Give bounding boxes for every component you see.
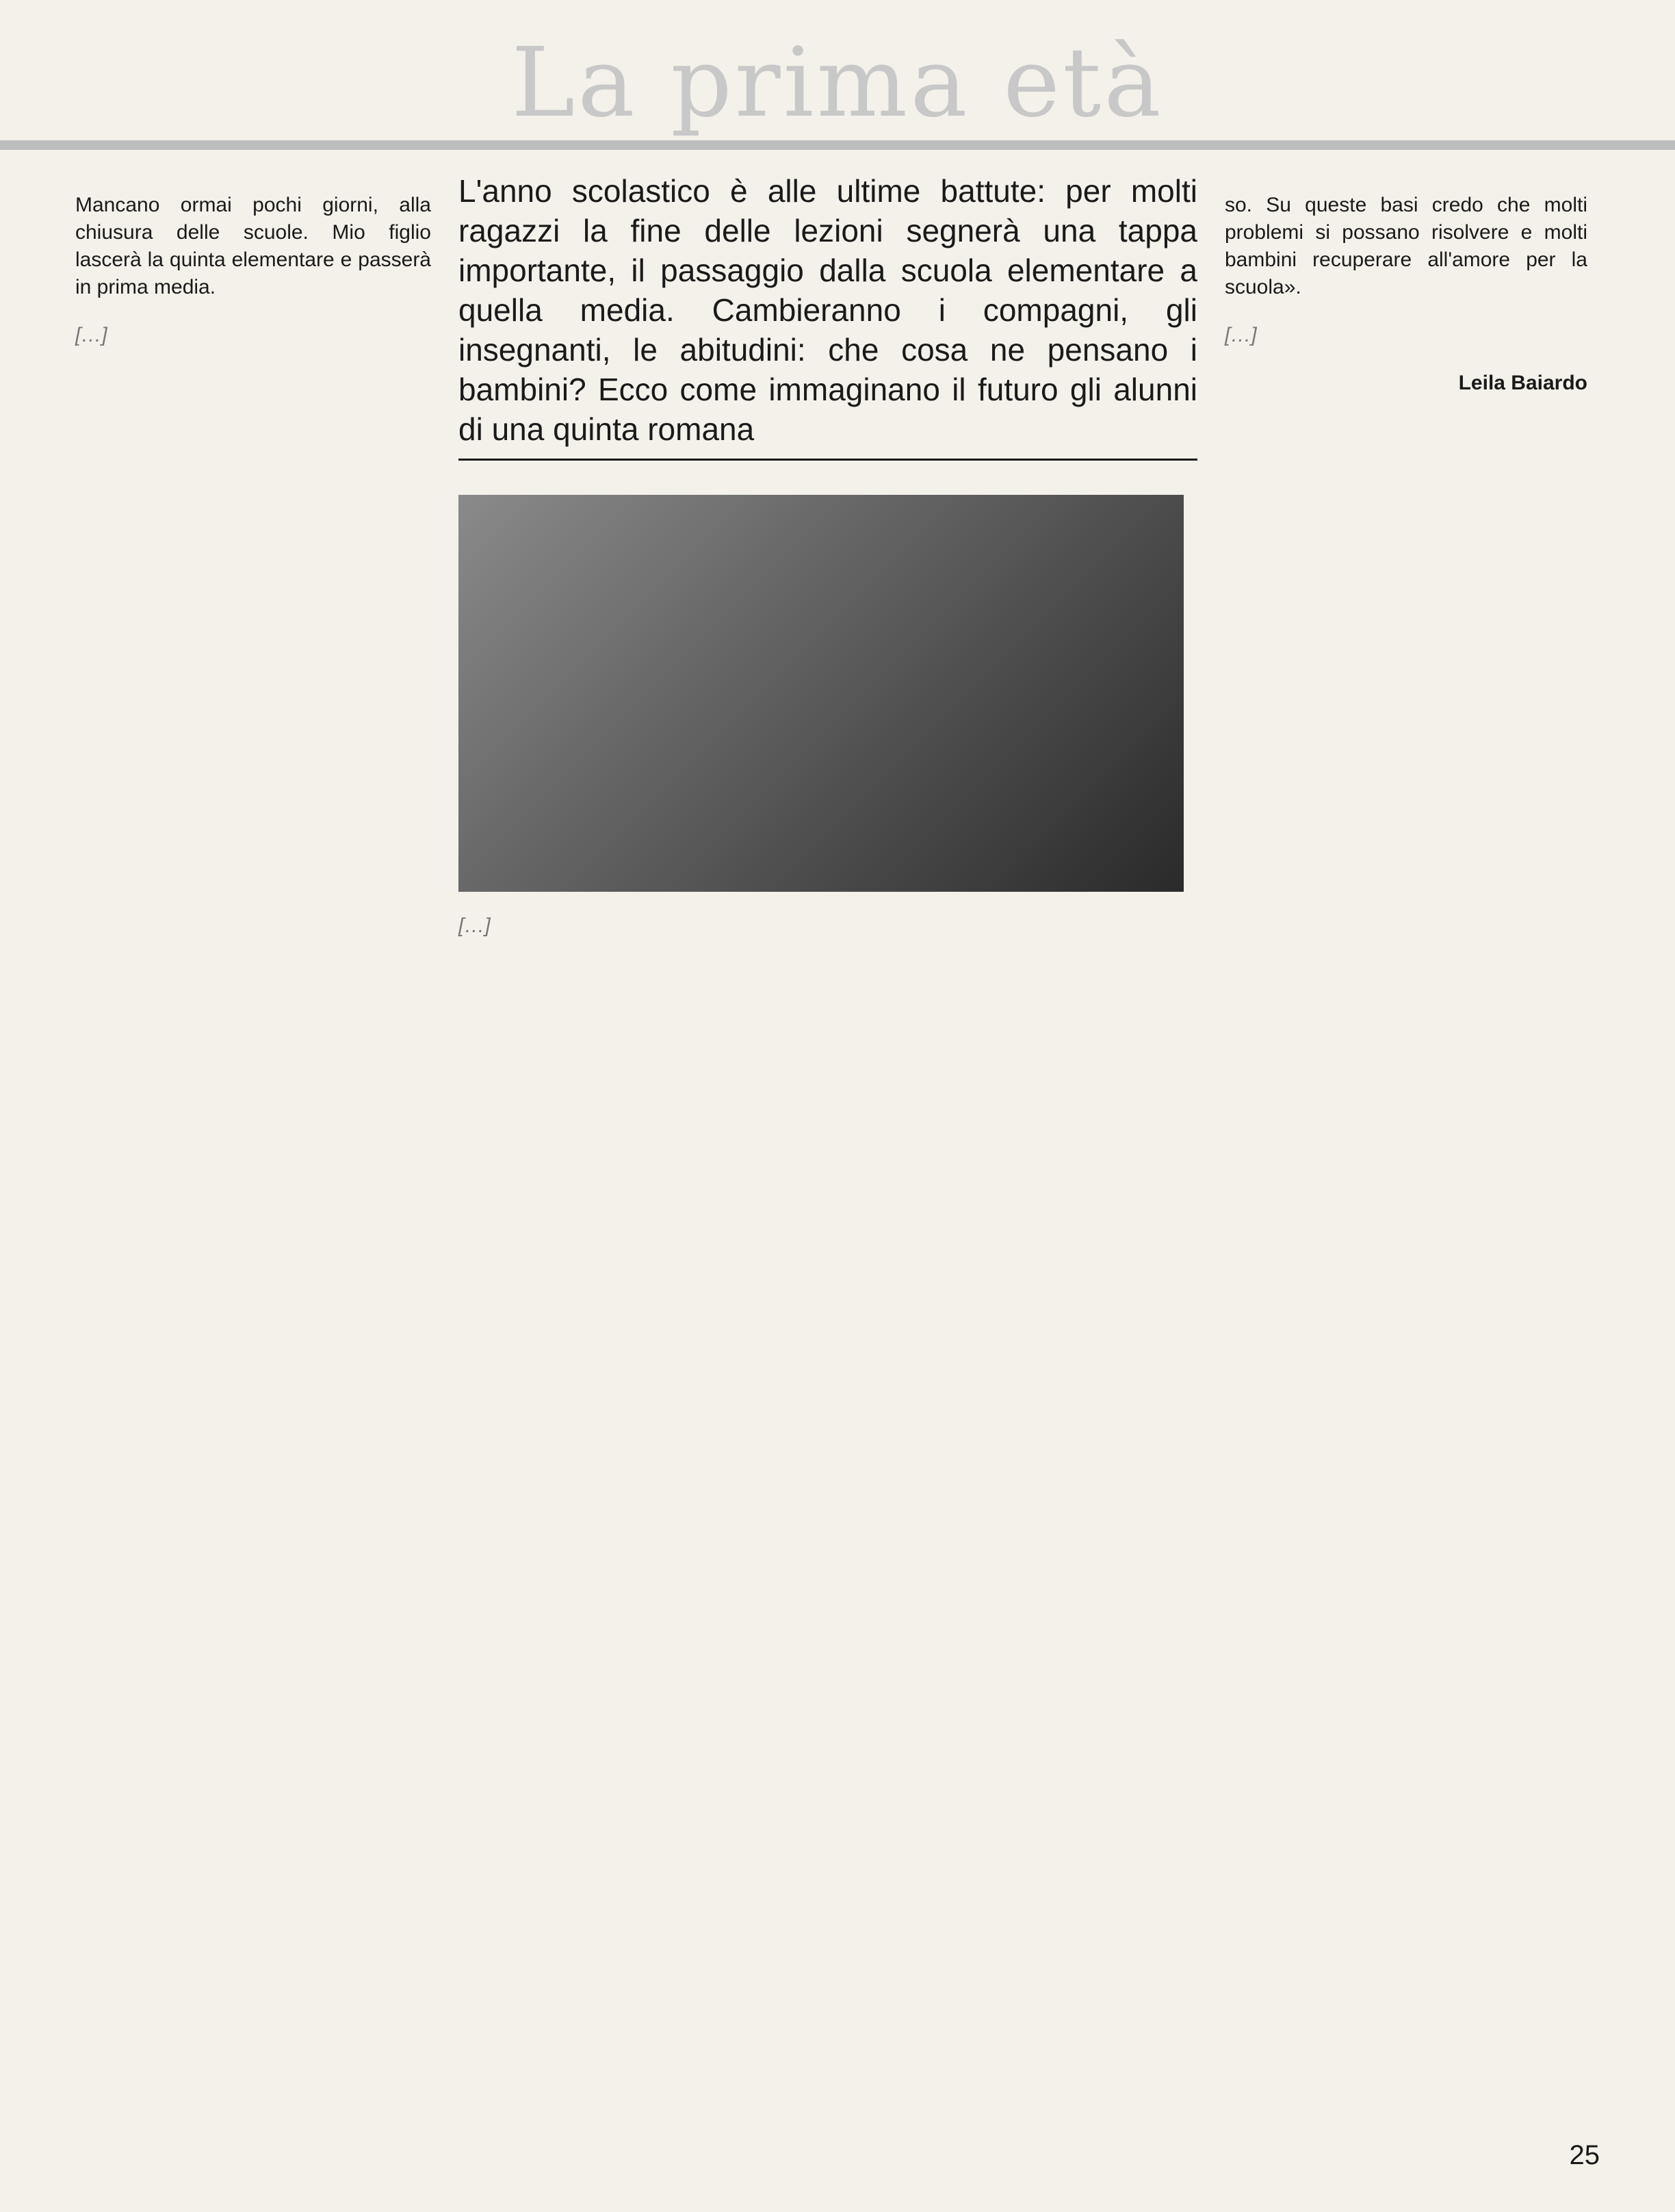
page-number: 25 [1569,2140,1600,2170]
byline: Leila Baiardo [1458,372,1587,394]
title-rule [0,140,1675,150]
page-title: La prima età [511,27,1164,139]
article-deck: L'anno scolastico è alle ultime battute: per molti ragazzi la fine delle lezioni segnerà una tappa importante, il passaggio dalla scuola elementare a quella media. Cambieranno i compagni, gli insegnanti, le abitudini: che cosa ne pensano i bambini? Ecco come immaginano il futuro gli alunni di una quinta romana [458,171,1197,461]
column-1 [75,171,431,370]
child-photo [458,495,1184,892]
column-3 [1225,171,1587,397]
col3-excerpt: so. Su queste basi credo che molti problemi si possano risolvere e molti bambini recuperare all'amore per la scuola». [1225,194,1587,298]
col1-excerpt: Mancano ormai pochi giorni, alla chiusura delle scuole. Mio figlio lascerà la quinta elementare e passerà in prima media. [75,194,431,298]
col3-truncated: […] [1225,324,1257,346]
column-2 [458,171,1197,960]
col2-truncated: […] [458,914,491,937]
col1-truncated: […] [75,324,107,346]
